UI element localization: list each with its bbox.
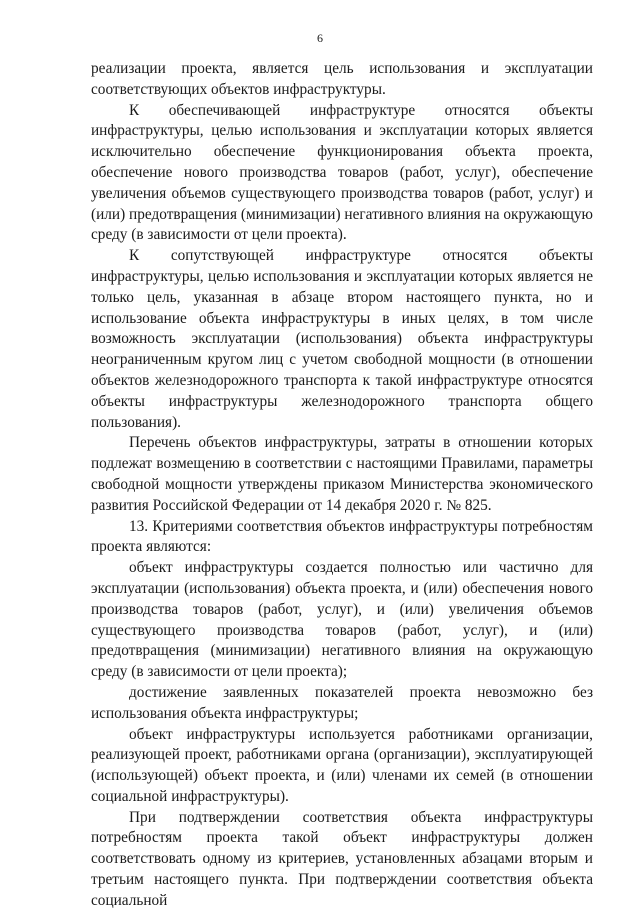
paragraph-criterion-2: достижение заявленных показателей проекта невозможно без использования объекта инфраструктуры;	[91, 683, 593, 722]
page-number: 6	[317, 31, 323, 45]
paragraph-criterion-3: объект инфраструктуры используется работниками организации, реализующей проект, работниками органа (организации), эксплуатирующей (использующей) объект проекта, и (или) членами их семей (в отношении социальной инфраструктуры).	[91, 725, 593, 805]
document-body	[91, 59, 593, 912]
paragraph-criteria-heading: 13. Критериями соответствия объектов инфраструктуры потребностям проекта являются:	[91, 517, 593, 556]
paragraph-supporting-infrastructure: К обеспечивающей инфраструктуре относятся объекты инфраструктуры, целью использования и эксплуатации которых является исключительно обеспечение функционирования объекта проекта, обеспечение нового производства товаров (работ, услуг), обеспечение увеличения объемов существующего производства товаров (работ, услуг) и (или) предотвращения (минимизации) негативного влияния на окружающую среду (в зависимости от цели проекта).	[91, 101, 593, 244]
paragraph-confirmation: При подтверждении соответствия объекта инфраструктуры потребностям проекта такой объект инфраструктуры должен соответствовать одному из критериев, установленных абзацами вторым и третьим настоящего пункта. При подтверждении соответствия объекта социальной	[91, 808, 593, 909]
paragraph-continuation: реализации проекта, является цель использования и эксплуатации соответствующих объектов инфраструктуры.	[91, 60, 593, 98]
paragraph-criterion-1: объект инфраструктуры создается полностью или частично для эксплуатации (использования) объекта проекта, и (или) обеспечения нового производства товаров (работ, услуг), и (или) увеличения объемов существующего производства товаров (работ, услуг), и (или) предотвращения (минимизации) негативного влияния на окружающую среду (в зависимости от цели проекта);	[91, 559, 593, 681]
paragraph-infrastructure-list: Перечень объектов инфраструктуры, затраты в отношении которых подлежат возмещению в соответствии с настоящими Правилами, параметры свободной мощности утверждены приказом Министерства экономического развития Российской Федерации от 14 декабря 2020 г. № 825.	[91, 434, 593, 514]
paragraph-accompanying-infrastructure: К сопутствующей инфраструктуре относятся объекты инфраструктуры, целью использования и эксплуатации которых является не только цель, указанная в абзаце втором настоящего пункта, но и использование объекта инфраструктуры в иных целях, в том числе возможность эксплуатации (использования) объекта инфраструктуры неограниченным кругом лиц с учетом свободной мощности (в отношении объектов железнодорожного транспорта к такой инфраструктуре относятся объекты инфраструктуры железнодорожного транспорта общего пользования).	[91, 247, 593, 431]
